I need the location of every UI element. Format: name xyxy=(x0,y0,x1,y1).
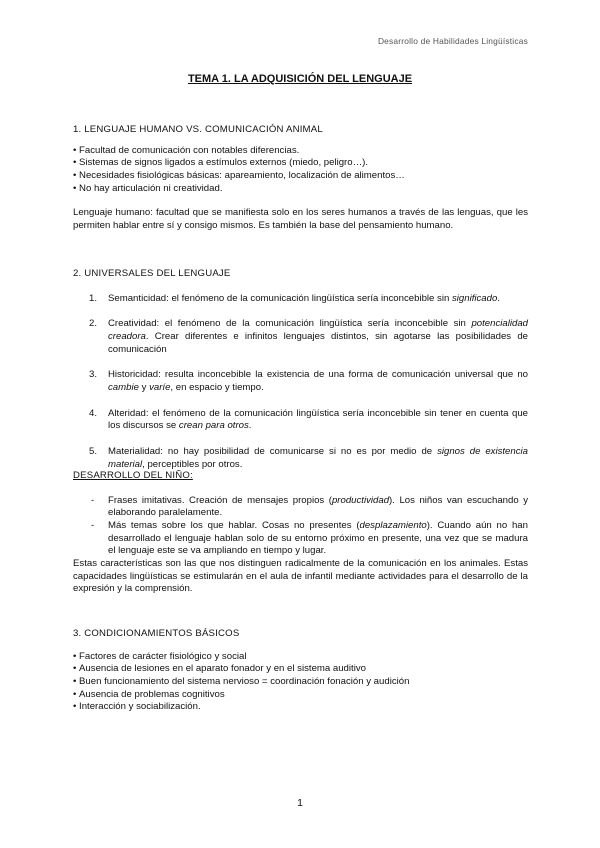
text-run: Alteridad: el fenómeno de la comunicación lingüística sería inconcebible sin tener en cuenta que los discursos se xyxy=(108,407,528,432)
section-3-bullet-list xyxy=(73,651,528,714)
dash-marker: - xyxy=(91,494,95,506)
list-item: • Facultad de comunicación con notables diferencias. xyxy=(73,145,528,158)
universals-list xyxy=(73,293,528,472)
list-text xyxy=(108,318,528,356)
emphasis: significado xyxy=(451,292,498,304)
text-run: . xyxy=(497,292,500,304)
child-development-paragraph: Estas características son las que nos distinguen radicalmente de la comunicación en los animales. Estas capacidades lingüísticas se estimularán en el aula de infantil mediante actividades para el desarrollo de la expresión y la comprensión. xyxy=(73,557,528,595)
emphasis: varíe xyxy=(149,381,171,393)
dash-marker: - xyxy=(91,519,95,531)
emphasis: desplazamiento xyxy=(359,519,427,531)
text-run: . xyxy=(248,420,252,432)
page-number: 1 xyxy=(297,797,303,809)
list-item xyxy=(73,495,528,520)
list-number: 1. xyxy=(89,292,98,304)
running-header: Desarrollo de Habilidades Lingüísticas xyxy=(377,36,528,46)
text-run: , en espacio y tiempo. xyxy=(170,381,264,393)
text-run: ). Cuando aún no han desarrollado el lenguaje hablan solo de su entorno próximo en presente, una vez que se madura el lenguaje este se va ampliando en tiempo y lugar. xyxy=(108,519,528,557)
list-text xyxy=(108,408,528,433)
list-item: • Factores de carácter fisiológico y social xyxy=(73,651,528,664)
text-run: Frases imitativas. Creación de mensajes propios ( xyxy=(108,494,332,506)
list-item xyxy=(73,520,528,558)
emphasis: potencialidad creadora xyxy=(108,318,528,342)
list-item xyxy=(73,369,528,394)
emphasis: cambie xyxy=(108,381,139,393)
section-1-heading: 1. LENGUAJE HUMANO VS. COMUNICACIÓN ANIMAL xyxy=(73,124,323,135)
list-text xyxy=(108,369,528,394)
section-1-bullet-list xyxy=(73,145,528,196)
list-number: 2. xyxy=(89,318,98,330)
text-run: Semanticidad: el fenómeno de la comunicación lingüística sería inconcebible sin xyxy=(108,292,452,304)
list-text xyxy=(108,520,528,558)
list-item xyxy=(73,318,528,356)
section-1 xyxy=(73,124,528,233)
list-item: • Ausencia de problemas cognitivos xyxy=(73,689,528,702)
child-development-heading: DESARROLLO DEL NIÑO: xyxy=(73,470,193,481)
list-text xyxy=(108,495,528,520)
list-item: • Necesidades fisiológicas básicas: apareamiento, localización de alimentos… xyxy=(73,170,528,183)
child-development-section xyxy=(73,470,528,596)
list-text xyxy=(108,293,528,306)
list-text xyxy=(108,446,528,471)
child-development-list xyxy=(73,495,528,558)
text-run: , perceptibles por otros. xyxy=(142,458,243,470)
emphasis: productividad xyxy=(331,494,390,506)
section-2 xyxy=(73,268,528,484)
list-item: • No hay articulación ni creatividad. xyxy=(73,183,528,196)
list-item: • Ausencia de lesiones en el aparato fonador y en el sistema auditivo xyxy=(73,663,528,676)
human-language-paragraph: Lenguaje humano: facultad que se manifiesta solo en los seres humanos a través de las lenguas, que les permiten hablar entre sí y consigo mismos. Es también la base del pensamiento humano. xyxy=(73,207,528,231)
text-run: Historicidad: resulta inconcebible la existencia de una forma de comunicación universal que no xyxy=(108,369,528,381)
list-item xyxy=(73,293,528,306)
list-item: • Buen funcionamiento del sistema nervioso = coordinación fonación y audición xyxy=(73,676,528,689)
list-number: 5. xyxy=(89,445,98,457)
section-3-heading: 3. CONDICIONAMIENTOS BÁSICOS xyxy=(73,628,240,639)
list-item: • Interacción y sociabilización. xyxy=(73,701,528,714)
emphasis: crean para otros xyxy=(178,420,249,432)
list-number: 4. xyxy=(89,407,98,419)
page-title: TEMA 1. LA ADQUISICIÓN DEL LENGUAJE xyxy=(187,73,413,85)
text-run: Creatividad: el fenómeno de la comunicación lingüística sería inconcebible sin xyxy=(108,318,472,330)
text-run: ). Los niños van escuchando y elaborando paralelamente. xyxy=(108,494,528,519)
list-item: • Sistemas de signos ligados a estímulos externos (miedo, peligro…). xyxy=(73,157,528,170)
section-2-heading: 2. UNIVERSALES DEL LENGUAJE xyxy=(73,268,231,279)
list-item xyxy=(73,408,528,433)
list-item xyxy=(73,446,528,471)
section-3 xyxy=(73,628,528,714)
text-run: y xyxy=(138,381,150,393)
list-number: 3. xyxy=(89,369,98,381)
text-run: . Crear diferentes e infinitos lenguajes distintos, sin agotarse las posibilidades de comunicación xyxy=(108,330,528,355)
emphasis: signos de existencia material xyxy=(108,445,528,470)
text-run: Materialidad: no hay posibilidad de comunicarse si no es por medio de xyxy=(108,445,438,457)
text-run: Más temas sobre los que hablar. Cosas no presentes ( xyxy=(108,519,360,531)
